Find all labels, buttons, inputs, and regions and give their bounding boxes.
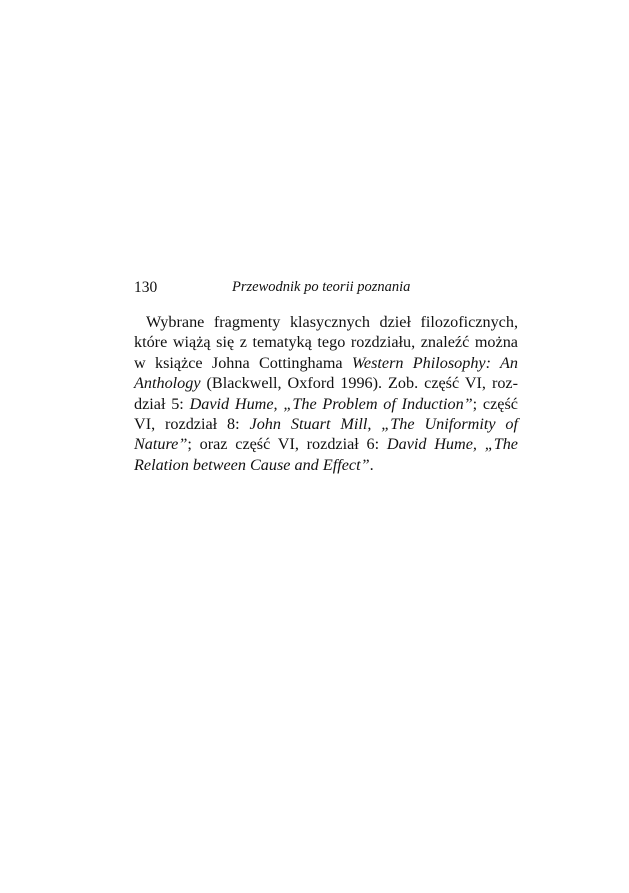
- text-segment: .: [369, 455, 374, 474]
- running-title: Przewodnik po teorii poznania: [232, 279, 411, 295]
- page-number: 130: [134, 279, 158, 296]
- text-segment: Wybrane fragmenty klasycznych dzieł filozoficznych, które wiążą się z tematyką tego rozdziału, znaleźć można w książce Johna Cottinghama: [134, 313, 518, 372]
- body-paragraph: [134, 312, 518, 475]
- book-title: Western Philosophy: An Anthology: [134, 353, 518, 393]
- text-segment: (Blackwell, Oxford 1996). Zob. część VI, roz-dział 5:: [134, 374, 518, 413]
- reference-hume-induction: David Hume, „The Problem of Induction”: [189, 394, 473, 413]
- running-head: [134, 279, 518, 301]
- reference-mill-uniformity: John Stuart Mill, „The Uniformity of Nature”: [134, 415, 518, 454]
- book-page: [134, 279, 518, 475]
- reference-hume-cause-effect: David Hume, „The Relation between Cause and Effect”: [134, 435, 518, 474]
- text-segment: ; część VI, rozdział 8:: [134, 394, 518, 434]
- text-segment: ; oraz część VI, rozdział 6:: [187, 435, 387, 454]
